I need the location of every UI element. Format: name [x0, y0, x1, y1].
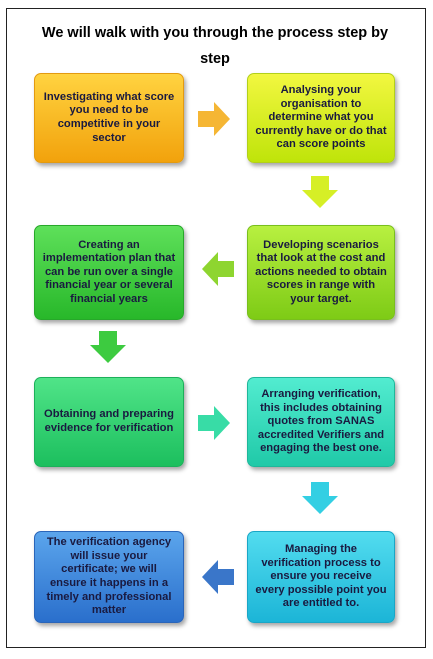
- arrow-left-icon: [202, 252, 234, 286]
- arrow-left-icon: [202, 560, 234, 594]
- step-developing-scenarios: Developing scenarios that look at the cost and actions needed to obtain scores in range with your target.: [247, 225, 395, 320]
- step-analysing-organisation: Analysing your organisation to determine what you currently have or do that can score points: [247, 73, 395, 163]
- step-certificate-issued: The verification agency will issue your certificate; we will ensure it happens in a timely and professional matter: [34, 531, 184, 623]
- step-obtaining-evidence: Obtaining and preparing evidence for verification: [34, 377, 184, 467]
- step-managing-verification: Managing the verification process to ensure you receive every possible point you are entitled to.: [247, 531, 395, 623]
- arrow-down-icon: [302, 482, 338, 514]
- step-implementation-plan: Creating an implementation plan that can be run over a single financial year or several financial years: [34, 225, 184, 320]
- arrow-right-icon: [198, 406, 230, 440]
- arrow-down-icon: [302, 176, 338, 208]
- arrow-right-icon: [198, 102, 230, 136]
- step-arranging-verification: Arranging verification, this includes obtaining quotes from SANAS accredited Verifiers and engaging the best one.: [247, 377, 395, 467]
- arrow-down-icon: [90, 331, 126, 363]
- step-investigating-score: Investigating what score you need to be competitive in your sector: [34, 73, 184, 163]
- page-title: We will walk with you through the process step by step: [41, 25, 389, 67]
